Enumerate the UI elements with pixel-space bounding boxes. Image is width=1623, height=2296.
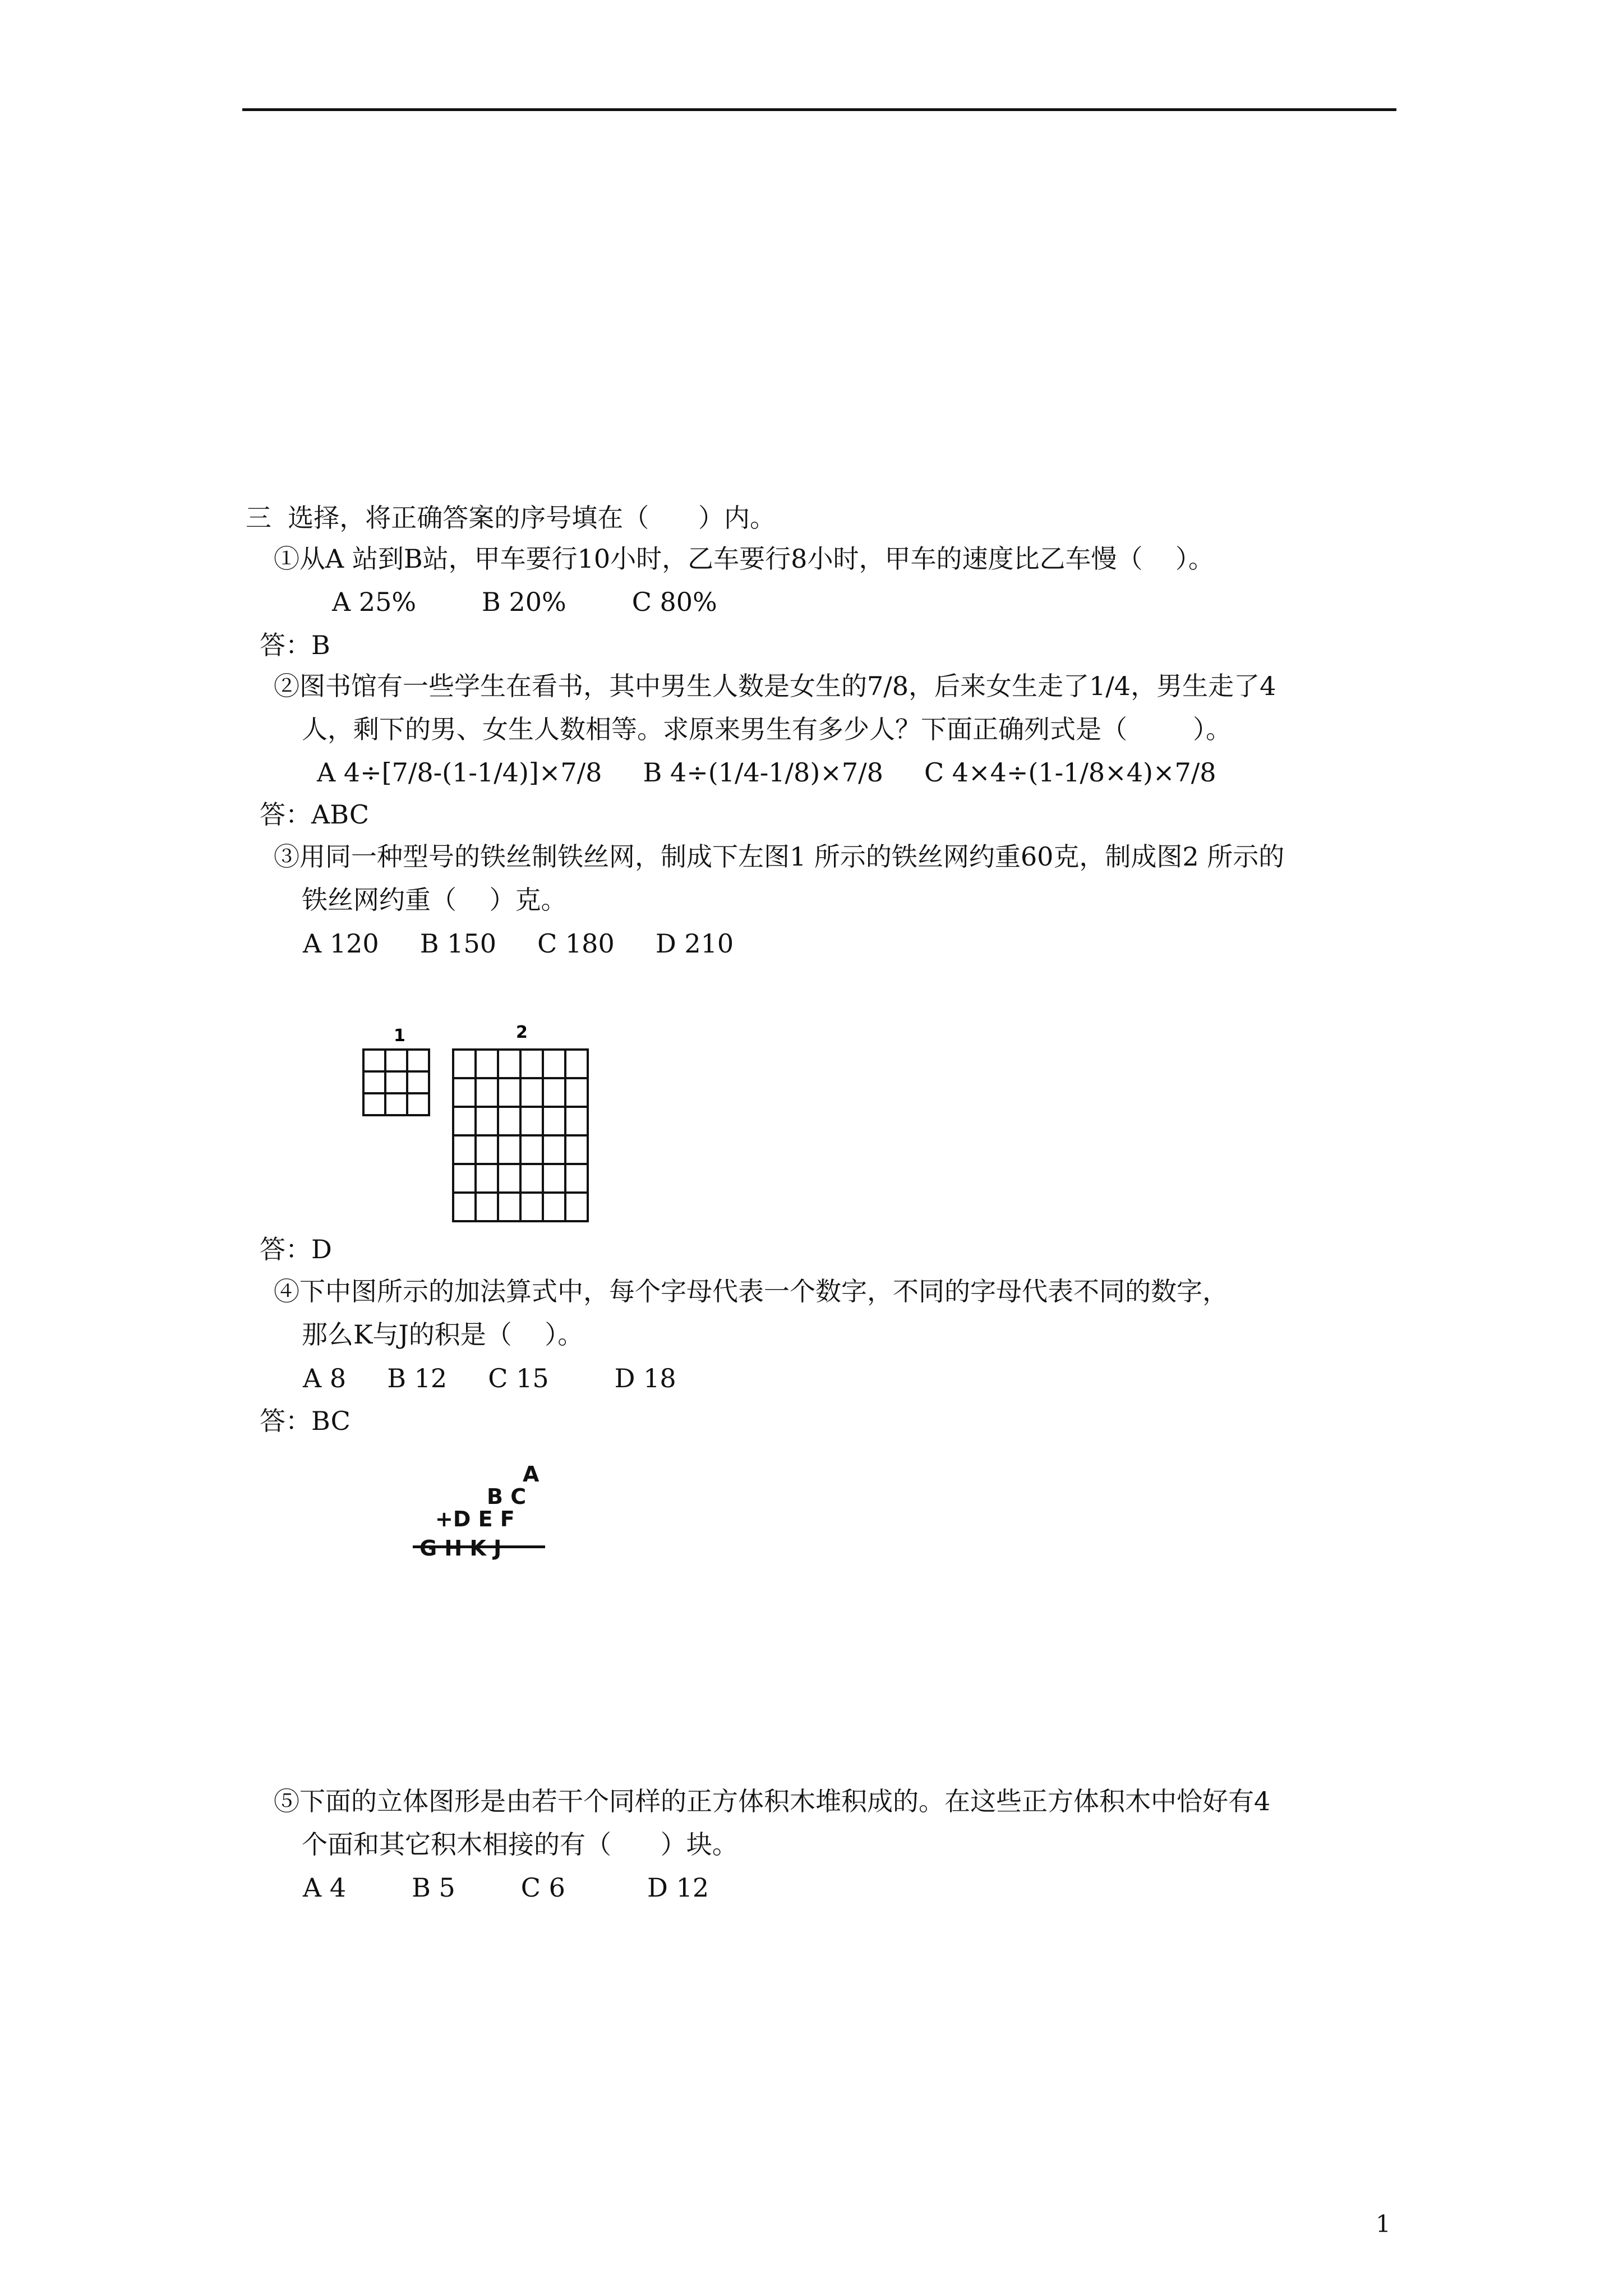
grid-1 [363,1050,429,1115]
question-3-text-line-1: ③用同一种型号的铁丝制铁丝网，制成下左图1 所示的铁丝网约重60克，制成图2 所示的 [274,841,1285,872]
question-3-answer: 答：D [260,1234,332,1264]
addition-row-1: A [523,1462,540,1487]
question-1-text: ①从A 站到B站，甲车要行10小时，乙车要行8小时，甲车的速度比乙车慢（ ）。 [274,544,1214,574]
addition-row-2: B C [487,1484,527,1509]
question-4-answer: 答：BC [260,1406,351,1436]
question-2-options: A 4÷[7/8-(1-1/4)]×7/8 B 4÷(1/4-1/8)×7/8 C 4×4÷(1-1/8×4)×7/8 [317,757,1216,788]
question-4-options: A 8 B 12 C 15 D 18 [303,1363,676,1393]
section-heading: 三 选择，将正确答案的序号填在（ ）内。 [246,503,776,533]
grid-2 [453,1050,588,1221]
page-number: 1 [1376,2210,1391,2238]
grid-1-label: 1 [394,1026,405,1046]
addition-puzzle [413,1463,559,1575]
question-5-options: A 4 B 5 C 6 D 12 [303,1872,709,1903]
header-rule [242,108,1396,111]
question-4-text-line-2: 那么K与J的积是（ ）。 [302,1319,584,1350]
question-2-text-line-1: ②图书馆有一些学生在看书，其中男生人数是女生的7/8，后来女生走了1/4，男生走了4 [274,671,1276,701]
addition-row-3: +D E F [435,1507,515,1531]
question-4-text-line-1: ④下中图所示的加法算式中，每个字母代表一个数字，不同的字母代表不同的数字， [274,1276,1228,1306]
question-5-text-line-2: 个面和其它积木相接的有（ ）块。 [302,1829,738,1860]
question-3-options: A 120 B 150 C 180 D 210 [303,928,734,959]
wire-mesh-figure [359,1021,594,1231]
question-3-text-line-2: 铁丝网约重（ ）克。 [302,885,567,915]
question-5-text-line-1: ⑤下面的立体图形是由若干个同样的正方体积木堆积成的。在这些正方体积木中恰好有4 [274,1786,1271,1816]
grid-2-label: 2 [516,1023,528,1042]
question-1-answer: 答：B [260,630,330,660]
question-2-text-line-2: 人，剩下的男、女生人数相等。求原来男生有多少人？下面正确列式是（ ）。 [302,714,1232,744]
addition-result: G H K J [419,1536,502,1561]
question-2-answer: 答：ABC [260,799,370,830]
question-1-options: A 25% B 20% C 80% [332,587,717,617]
